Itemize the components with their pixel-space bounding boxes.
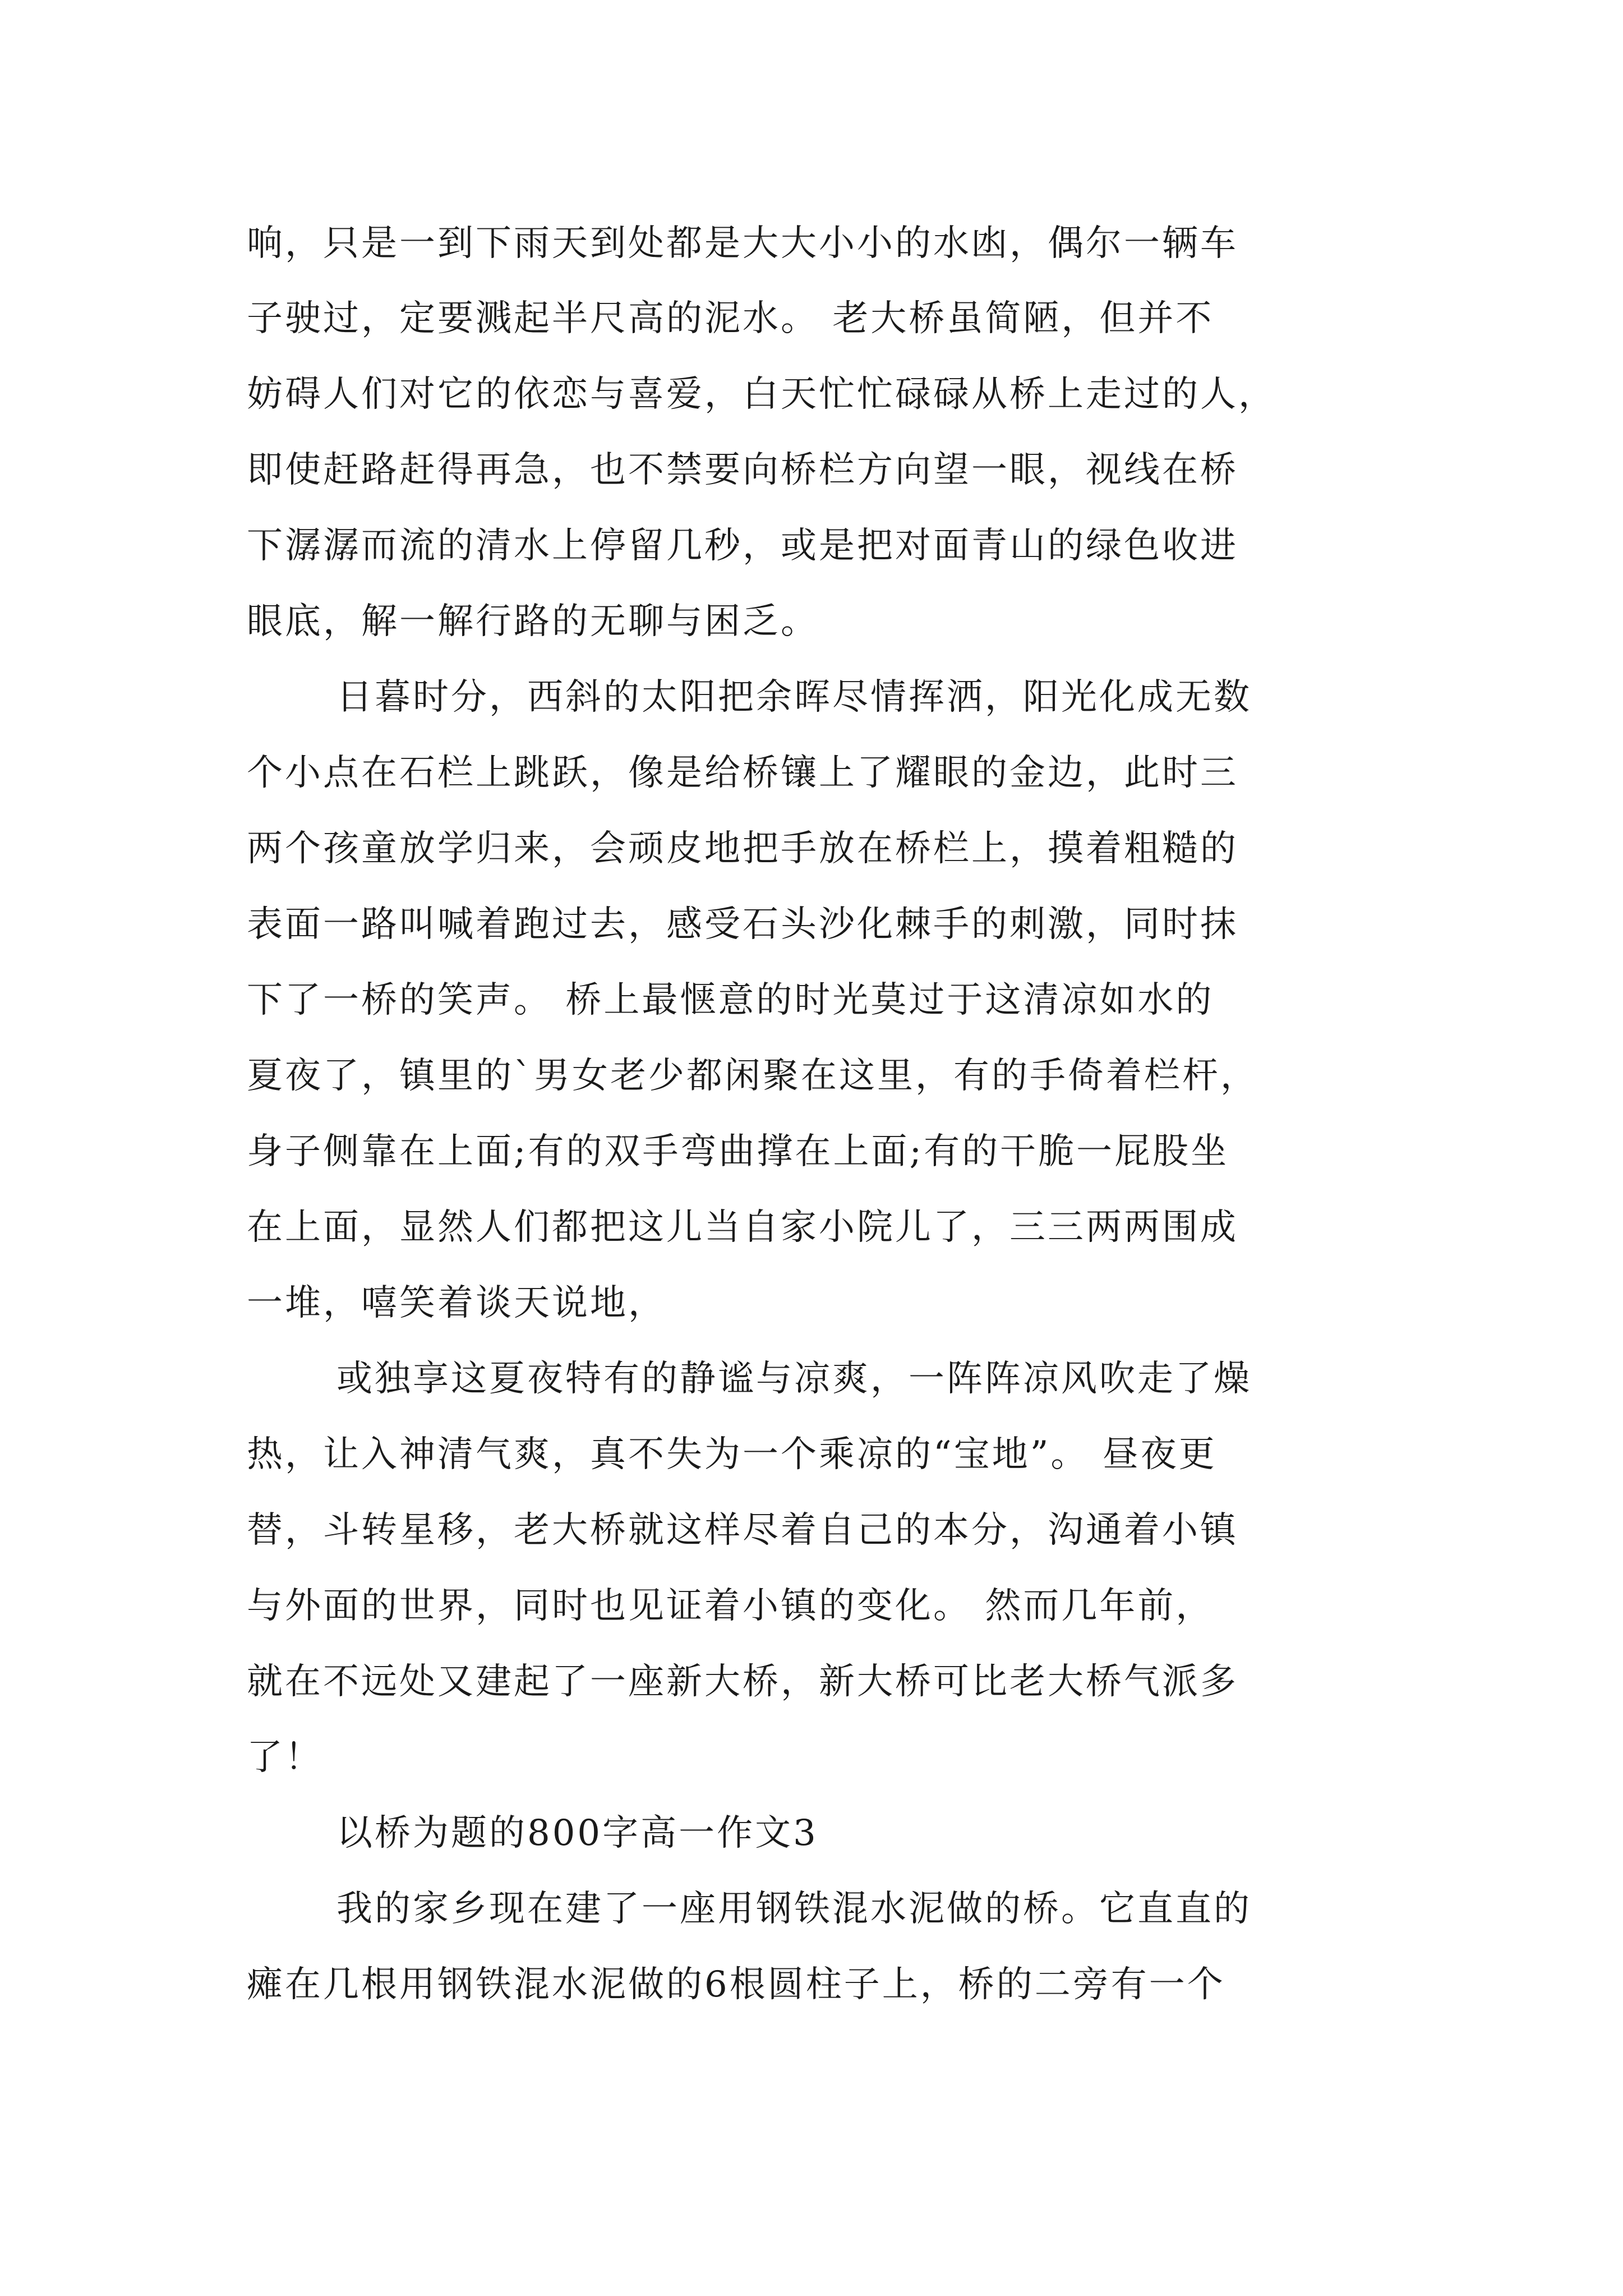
- text-line: 就在不远处又建起了一座新大桥，新大桥可比老大桥气派多: [247, 1661, 1238, 1703]
- text-line: 个小点在石栏上跳跃，像是给桥镶上了耀眼的金边，此时三: [247, 752, 1238, 794]
- text-line: 在上面，显然人们都把这儿当自家小院儿了，三三两两围成: [247, 1207, 1238, 1248]
- text-line: 子驶过，定要溅起半尺高的泥水。 老大桥虽简陋，但并不: [247, 298, 1214, 339]
- text-line: 响，只是一到下雨天到处都是大大小小的水凼，偶尔一辆车: [247, 223, 1238, 264]
- text-line: 眼底，解一解行路的无聊与困乏。: [247, 601, 819, 642]
- text-line: 身子侧靠在上面;有的双手弯曲撑在上面;有的干脆一屁股坐: [247, 1131, 1229, 1172]
- text-line: 了！: [247, 1737, 323, 1778]
- text-line: 与外面的世界，同时也见证着小镇的变化。 然而几年前，: [247, 1585, 1214, 1627]
- text-line: 即使赶路赶得再急，也不禁要向桥栏方向望一眼，视线在桥: [247, 449, 1238, 491]
- text-line: 下了一桥的笑声。 桥上最惬意的时光莫过于这清凉如水的: [247, 979, 1214, 1021]
- paragraph-first-line: 或独享这夏夜特有的静谧与凉爽，一阵阵凉风吹走了燥: [336, 1358, 1252, 1400]
- text-line: 瘫在几根用钢铁混水泥做的6根圆柱子上，桥的二旁有一个: [247, 1964, 1225, 2005]
- text-line: 替，斗转星移，老大桥就这样尽着自己的本分，沟通着小镇: [247, 1510, 1238, 1551]
- text-line: 一堆，嘻笑着谈天说地，: [247, 1282, 666, 1324]
- paragraph-first-line: 日暮时分，西斜的太阳把余晖尽情挥洒，阳光化成无数: [336, 677, 1252, 718]
- text-line: 夏夜了，镇里的`男女老少都闲聚在这里，有的手倚着栏杆，: [247, 1055, 1258, 1097]
- text-line: 下潺潺而流的清水上停留几秒，或是把对面青山的绿色收进: [247, 525, 1238, 567]
- text-line: 热，让入神清气爽，真不失为一个乘凉的“宝地”。 昼夜更: [247, 1434, 1217, 1475]
- text-line: 两个孩童放学归来，会顽皮地把手放在桥栏上，摸着粗糙的: [247, 828, 1238, 869]
- text-line: 妨碍人们对它的依恋与喜爱，白天忙忙碌碌从桥上走过的人，: [247, 374, 1276, 415]
- text-line: 表面一路叫喊着跑过去，感受石头沙化棘手的刺激，同时抹: [247, 904, 1238, 945]
- paragraph-first-line: 我的家乡现在建了一座用钢铁混水泥做的桥。它直直的: [336, 1888, 1252, 1930]
- section-heading: 以桥为题的800字高一作文3: [336, 1812, 818, 1854]
